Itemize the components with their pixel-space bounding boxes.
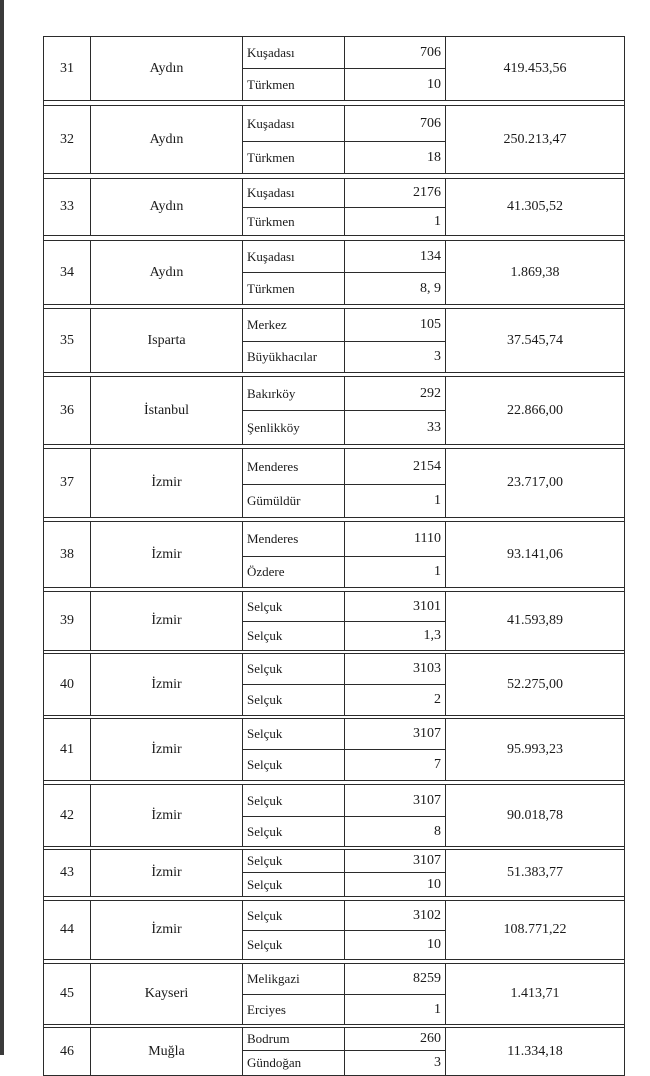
province-cell: İzmir	[91, 719, 243, 781]
district-cell: Selçuk	[243, 654, 345, 685]
amount-cell: 108.771,22	[446, 901, 625, 960]
district-cell: Selçuk	[243, 901, 345, 931]
parcel-cell: 10	[345, 931, 446, 960]
amount-cell: 11.334,18	[446, 1028, 625, 1076]
province-cell: İzmir	[91, 449, 243, 518]
parcel-cell: 3	[345, 1051, 446, 1076]
parcel-cell: 2154	[345, 449, 446, 485]
district-cell: Menderes	[243, 449, 345, 485]
amount-cell: 95.993,23	[446, 719, 625, 781]
district-cell: Merkez	[243, 309, 345, 342]
district-cell: Selçuk	[243, 685, 345, 716]
table-row	[44, 592, 625, 622]
row-number: 34	[44, 241, 91, 305]
row-number: 41	[44, 719, 91, 781]
parcel-cell: 1	[345, 208, 446, 236]
row-number: 45	[44, 964, 91, 1025]
parcel-cell: 8, 9	[345, 273, 446, 305]
district-cell: Şenlikköy	[243, 411, 345, 445]
district-cell: Selçuk	[243, 817, 345, 847]
parcel-cell: 134	[345, 241, 446, 273]
district-cell: Selçuk	[243, 592, 345, 622]
district-cell: Türkmen	[243, 273, 345, 305]
table-row	[44, 37, 625, 69]
amount-cell: 37.545,74	[446, 309, 625, 373]
table-row	[44, 449, 625, 485]
parcel-cell: 3107	[345, 719, 446, 750]
row-number: 46	[44, 1028, 91, 1076]
parcel-cell: 18	[345, 142, 446, 174]
parcel-cell: 3101	[345, 592, 446, 622]
district-cell: Kuşadası	[243, 106, 345, 142]
table-row	[44, 654, 625, 685]
page-edge	[0, 0, 4, 1055]
district-cell: Büyükhacılar	[243, 342, 345, 373]
row-number: 42	[44, 785, 91, 847]
district-cell: Gündoğan	[243, 1051, 345, 1076]
parcel-cell: 706	[345, 106, 446, 142]
parcel-cell: 3102	[345, 901, 446, 931]
table-row	[44, 785, 625, 817]
row-number: 40	[44, 654, 91, 716]
province-cell: Aydın	[91, 106, 243, 174]
amount-cell: 41.593,89	[446, 592, 625, 651]
parcel-cell: 33	[345, 411, 446, 445]
province-cell: İzmir	[91, 901, 243, 960]
province-cell: Aydın	[91, 179, 243, 236]
parcel-cell: 1	[345, 485, 446, 518]
row-number: 33	[44, 179, 91, 236]
district-cell: Gümüldür	[243, 485, 345, 518]
table-row	[44, 309, 625, 342]
parcel-cell: 1	[345, 557, 446, 588]
parcel-cell: 8259	[345, 964, 446, 995]
district-cell: Özdere	[243, 557, 345, 588]
amount-cell: 419.453,56	[446, 37, 625, 101]
parcel-cell: 1,3	[345, 622, 446, 651]
row-number: 38	[44, 522, 91, 588]
table-row	[44, 964, 625, 995]
district-cell: Selçuk	[243, 931, 345, 960]
district-cell: Bodrum	[243, 1028, 345, 1051]
row-number: 32	[44, 106, 91, 174]
province-cell: Isparta	[91, 309, 243, 373]
district-cell: Türkmen	[243, 142, 345, 174]
row-number: 31	[44, 37, 91, 101]
province-cell: İzmir	[91, 592, 243, 651]
province-cell: Muğla	[91, 1028, 243, 1076]
province-cell: İzmir	[91, 785, 243, 847]
district-cell: Selçuk	[243, 719, 345, 750]
district-cell: Selçuk	[243, 873, 345, 897]
table-row	[44, 719, 625, 750]
parcel-cell: 10	[345, 873, 446, 897]
province-cell: İstanbul	[91, 377, 243, 445]
table-row	[44, 377, 625, 411]
land-parcel-table	[43, 36, 625, 1076]
province-cell: Aydın	[91, 241, 243, 305]
amount-cell: 51.383,77	[446, 850, 625, 897]
parcel-cell: 3	[345, 342, 446, 373]
district-cell: Selçuk	[243, 750, 345, 781]
table-row	[44, 522, 625, 557]
parcel-cell: 706	[345, 37, 446, 69]
amount-cell: 93.141,06	[446, 522, 625, 588]
district-cell: Selçuk	[243, 850, 345, 873]
province-cell: İzmir	[91, 850, 243, 897]
district-cell: Melikgazi	[243, 964, 345, 995]
province-cell: Aydın	[91, 37, 243, 101]
parcel-cell: 2176	[345, 179, 446, 208]
table-row	[44, 901, 625, 931]
parcel-cell: 1	[345, 995, 446, 1025]
province-cell: İzmir	[91, 654, 243, 716]
table-row	[44, 106, 625, 142]
parcel-cell: 10	[345, 69, 446, 101]
district-cell: Kuşadası	[243, 241, 345, 273]
amount-cell: 250.213,47	[446, 106, 625, 174]
table-row	[44, 179, 625, 208]
amount-cell: 23.717,00	[446, 449, 625, 518]
row-number: 43	[44, 850, 91, 897]
parcel-cell: 8	[345, 817, 446, 847]
parcel-cell: 292	[345, 377, 446, 411]
province-cell: İzmir	[91, 522, 243, 588]
parcel-cell: 2	[345, 685, 446, 716]
table-row	[44, 850, 625, 873]
parcel-cell: 3107	[345, 785, 446, 817]
district-cell: Kuşadası	[243, 179, 345, 208]
amount-cell: 90.018,78	[446, 785, 625, 847]
parcel-cell: 3103	[345, 654, 446, 685]
parcel-cell: 260	[345, 1028, 446, 1051]
row-number: 39	[44, 592, 91, 651]
row-number: 36	[44, 377, 91, 445]
district-cell: Erciyes	[243, 995, 345, 1025]
district-cell: Selçuk	[243, 622, 345, 651]
row-number: 35	[44, 309, 91, 373]
parcel-cell: 3107	[345, 850, 446, 873]
district-cell: Selçuk	[243, 785, 345, 817]
parcel-cell: 1110	[345, 522, 446, 557]
row-number: 44	[44, 901, 91, 960]
amount-cell: 1.413,71	[446, 964, 625, 1025]
amount-cell: 52.275,00	[446, 654, 625, 716]
amount-cell: 1.869,38	[446, 241, 625, 305]
district-cell: Bakırköy	[243, 377, 345, 411]
district-cell: Menderes	[243, 522, 345, 557]
district-cell: Türkmen	[243, 69, 345, 101]
amount-cell: 22.866,00	[446, 377, 625, 445]
table-row	[44, 1028, 625, 1051]
parcel-cell: 7	[345, 750, 446, 781]
row-number: 37	[44, 449, 91, 518]
parcel-cell: 105	[345, 309, 446, 342]
district-cell: Kuşadası	[243, 37, 345, 69]
district-cell: Türkmen	[243, 208, 345, 236]
amount-cell: 41.305,52	[446, 179, 625, 236]
table-row	[44, 241, 625, 273]
province-cell: Kayseri	[91, 964, 243, 1025]
